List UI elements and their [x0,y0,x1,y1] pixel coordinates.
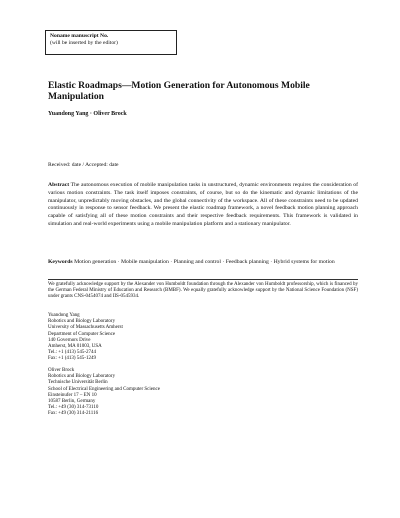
manuscript-number-box [45,30,177,55]
address-line: Robotics and Biology Laboratory [48,319,116,325]
keywords [48,259,358,267]
abstract [48,182,358,229]
address-line: Fax: +49 (30) 314-21116 [48,411,99,417]
abstract-text: The autonomous execution of mobile manipulation tasks in unstructured, dynamic environments requires the consideration of various motion constraints. The task itself imposes constraints, of course, but so do the kinematic and dynamic limitations of the manipulator, unpredictably moving obstacles, and the global connectivity of the workspace. All of these constraints need to be updated continuously in response to sensor feedback. We present the elastic roadmap framework, a novel feedback motion planning approach capable of satisfying all of these motion constraints and their respective feedback requirements. This framework is validated in simulation and real-world experiments using a mobile manipulation platform and a stationary manipulator. [48,182,358,227]
address-line: Oliver Brock [48,368,75,373]
acknowledgment-footnote: We gratefully acknowledge support by the Alexander von Humboldt foundation through the Alexander von Humboldt professorship, which is financed by the German Federal Ministry of Education and Research (BMBF). We equally gratefully acknowledge support by the National Science Foundation (NSF) under grants CNS-0454074 and IIS-0545934. [48,282,358,300]
address-line: Robotics and Biology Laboratory [48,374,116,380]
manuscript-number-note: (will be inserted by the editor) [50,40,118,47]
address-line: 140 Governors Drive [48,337,91,343]
address-line: School of Electrical Engineering and Computer Science [48,386,160,392]
address-line: 10587 Berlin, Germany [48,399,96,405]
manuscript-number-label: Noname manuscript No. [50,33,109,39]
address-line: Einsteinufer 17 – EN 10 [48,392,97,398]
address-line: Amherst, MA 01003, USA [48,344,102,350]
received-date: Received: date / Accepted: date [48,162,119,168]
author-address-brock [48,368,248,418]
keywords-text: Motion generation · Mobile manipulation · Planning and control · Feedback planning · Hybrid systems for motion [74,259,335,265]
author-list: Yuandong Yang · Oliver Brock [48,111,127,117]
keywords-label: Keywords [48,259,73,265]
address-line: Tel.: +1 (413) 545-2744 [48,350,97,356]
address-line: Yuandong Yang [48,313,80,318]
abstract-label: Abstract [48,182,70,188]
address-line: Fax: +1 (413) 545-1249 [48,356,96,362]
address-line: Technische Universität Berlin [48,380,108,386]
address-line: Department of Computer Science [48,331,116,337]
address-line: Tel.: +49 (30) 314-73110 [48,405,99,411]
author-address-yang [48,313,248,363]
address-line: University of Massachusetts Amherst [48,325,123,331]
footnote-rule [48,279,358,280]
paper-title: Elastic Roadmaps—Motion Generation for Autonomous Mobile Manipulation [48,80,310,102]
